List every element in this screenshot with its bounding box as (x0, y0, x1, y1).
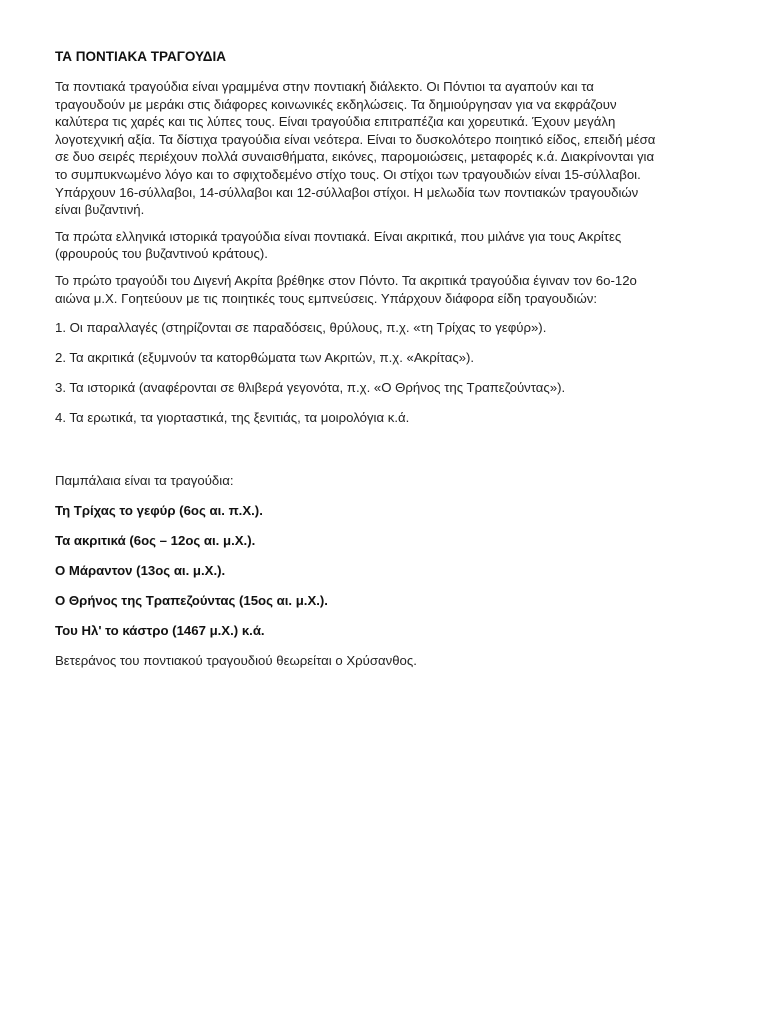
paragraph-akritas (55, 272, 720, 307)
paragraph-line: σε δυο σειρές περιέχουν πολλά συναισθήματα, εικόνες, παρομοιώσεις, μεταφορές κ.ά. Διακρίνονται για (55, 149, 655, 165)
paragraph-line: (φρουρούς του βυζαντινού κράτους). (55, 246, 268, 262)
paragraph-line: αιώνα μ.Χ. Γοητεύουν με τις ποιητικές τους εμπνεύσεις. Υπάρχουν διάφορα είδη τραγουδιών: (55, 290, 598, 306)
paragraph-line: είναι βυζαντινή. (55, 202, 145, 218)
song-item: Τα ακριτικά (6ος – 12ος αι. μ.Χ.). (55, 533, 256, 549)
list-item: 4. Τα ερωτικά, τα γιορταστικά, της ξενιτιάς, τα μοιρολόγια κ.ά. (55, 410, 410, 426)
paragraph-historical (55, 228, 720, 263)
song-item: Ο Μάραντον (13ος αι. μ.Χ.). (55, 563, 226, 579)
closing-sentence: Βετεράνος του ποντιακού τραγουδιού θεωρείται ο Χρύσανθος. (55, 653, 417, 669)
song-item: Του Ηλ' το κάστρο (1467 μ.Χ.) κ.ά. (55, 623, 265, 639)
paragraph-line: τραγουδούν με μεράκι στις διάφορες κοινωνικές εκδηλώσεις. Τα δημιούργησαν για να εκφράζουν (55, 96, 617, 112)
document-title: ΤΑ ΠΟΝΤΙΑΚΑ ΤΡΑΓΟΥΔΙΑ (55, 49, 226, 64)
section-spacer (55, 439, 720, 472)
list-item: 3. Τα ιστορικά (αναφέρονται σε θλιβερά γεγονότα, π.χ. «Ο Θρήνος της Τραπεζούντας»). (55, 380, 566, 396)
paragraph-line: Το πρώτο τραγούδι του Διγενή Ακρίτα βρέθηκε στον Πόντο. Τα ακριτικά τραγούδια έγιναν τον 6ο-12ο (55, 272, 637, 288)
paragraph-line: λογοτεχνική αξία. Τα δίστιχα τραγούδια είναι νεότερα. Είναι το δυσκολότερο ποιητικό είδος, επειδή μέσα (55, 131, 656, 147)
paragraph-line: το συμπυκνωμένο λόγο και το σφιχτοδεμένο στίχο τους. Οι στίχοι των τραγουδιών είναι 15-σύλλαβοι. (55, 166, 641, 182)
paragraph-line: καλύτερα τις χαρές και τις λύπες τους. Είναι τραγούδια επιτραπέζια και χορευτικά. Έχουν μεγάλη (55, 114, 616, 130)
song-item: Ο Θρήνος της Τραπεζούντας (15ος αι. μ.Χ.). (55, 593, 328, 609)
ancient-songs-intro: Παμπάλαια είναι τα τραγούδια: (55, 473, 234, 489)
ancient-songs-list (55, 502, 720, 640)
song-types-list (55, 319, 720, 427)
paragraph-intro (55, 78, 720, 219)
list-item: 2. Τα ακριτικά (εξυμνούν τα κατορθώματα των Ακριτών, π.χ. «Ακρίτας»). (55, 350, 475, 366)
document-page (55, 47, 720, 670)
song-item: Τη Τρίχας το γεφύρ (6ος αι. π.Χ.). (55, 503, 263, 519)
paragraph-line: Υπάρχουν 16-σύλλαβοι, 14-σύλλαβοι και 12-σύλλαβοι στίχοι. Η μελωδία των ποντιακών τραγουδιών (55, 184, 639, 200)
list-item: 1. Οι παραλλαγές (στηρίζονται σε παραδόσεις, θρύλους, π.χ. «τη Τρίχας το γεφύρ»). (55, 320, 547, 336)
paragraph-line: Τα ποντιακά τραγούδια είναι γραμμένα στην ποντιακή διάλεκτο. Οι Πόντιοι τα αγαπούν και τα (55, 79, 594, 94)
paragraph-line: Τα πρώτα ελληνικά ιστορικά τραγούδια είναι ποντιακά. Είναι ακριτικά, που μιλάνε για τους Ακρίτες (55, 228, 622, 244)
